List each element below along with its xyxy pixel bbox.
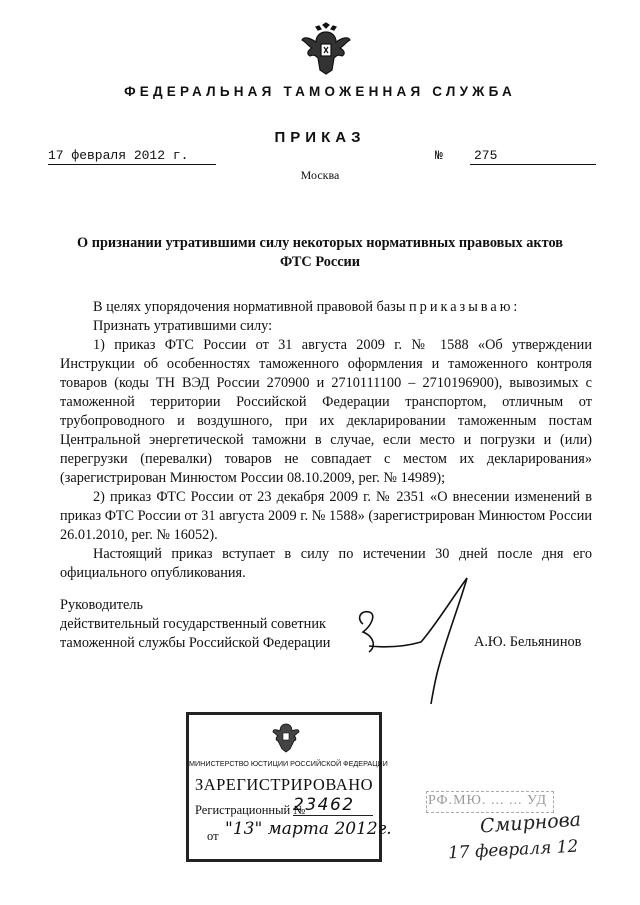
- signer-name: А.Ю. Бельянинов: [474, 634, 582, 650]
- signature-block: [60, 596, 330, 653]
- item-1: 1) приказ ФТС России от 31 августа 2009 г. № 1588 «Об утверждении Инструкции об особенностях таможенного оформления и таможенного контроля товаров (коды ТН ВЭД России 270900 и 2710111100 – 2710196900), вывозимых с таможенной территории Российской Федерации транспортом, отличным от трубопроводного и воздушного, при их декларировании таможенным постам Центральной энергетической таможни в случае, если место и погрузки и (или) перегрузки (перевалки) товаров не совпадает с местом их декларирования» (зарегистрирован Минюстом России 08.10.2009, рег. № 14989);: [60, 337, 592, 486]
- stamp-ministry: МИНИСТЕРСТВО ЮСТИЦИИ РОССИЙСКОЙ ФЕДЕРАЦИИ: [189, 759, 388, 768]
- registration-stamp: [186, 712, 392, 862]
- signatory-position-3: таможенной службы Российской Федерации: [60, 635, 331, 651]
- signatory-position-2: действительный государственный советник: [60, 616, 326, 632]
- order-number-label: №: [435, 148, 443, 163]
- order-date: 17 февраля 2012 г.: [48, 148, 216, 165]
- intro-paragraph: [60, 298, 592, 317]
- service-name: ФЕДЕРАЛЬНАЯ ТАМОЖЕННАЯ СЛУЖБА: [124, 84, 516, 99]
- city: Москва: [300, 168, 340, 182]
- faint-stamp-text: РФ.МЮ. ... ... УД: [428, 793, 547, 808]
- item-2: 2) приказ ФТС России от 23 декабря 2009 г. № 2351 «О внесении изменений в приказ ФТС России от 31 августа 2009 г. № 1588» (зарегистрирован Минюстом России 26.01.2010, рег. № 16052).: [60, 489, 592, 543]
- stamp-reg-number: 23462: [293, 795, 373, 816]
- intro-text: В целях упорядочения нормативной правовой базы: [93, 299, 410, 315]
- signatory-position-1: Руководитель: [60, 597, 144, 613]
- intro-order-word: приказываю: [409, 299, 514, 315]
- stamp-date: "13" марта 2012г.: [225, 819, 392, 839]
- heading-line-1: О признании утратившими силу некоторых нормативных правовых актов: [77, 235, 563, 251]
- order-number: 275: [470, 148, 596, 165]
- stamp-registered: ЗАРЕГИСТРИРОВАНО: [194, 775, 374, 794]
- intro-colon: :: [513, 299, 518, 315]
- recognize-paragraph: Признать утратившими силу:: [93, 318, 273, 334]
- document-body: [60, 298, 592, 583]
- stamp-date-label: от: [207, 829, 219, 843]
- effective-paragraph: Настоящий приказ вступает в силу по истечении 30 дней после дня его официального опубликования.: [60, 546, 592, 581]
- order-title: ПРИКАЗ: [274, 129, 366, 146]
- eagle-emblem-icon: [300, 22, 352, 78]
- document-heading: [40, 234, 600, 272]
- handwritten-signature: [355, 576, 475, 706]
- stamp-reg-number-label: Регистрационный №: [195, 803, 306, 817]
- handwritten-date: 17 февраля 12: [447, 836, 579, 864]
- heading-line-2: ФТС России: [279, 254, 361, 270]
- handwritten-name: Смирнова: [479, 808, 582, 838]
- stamp-eagle-icon: [272, 721, 300, 755]
